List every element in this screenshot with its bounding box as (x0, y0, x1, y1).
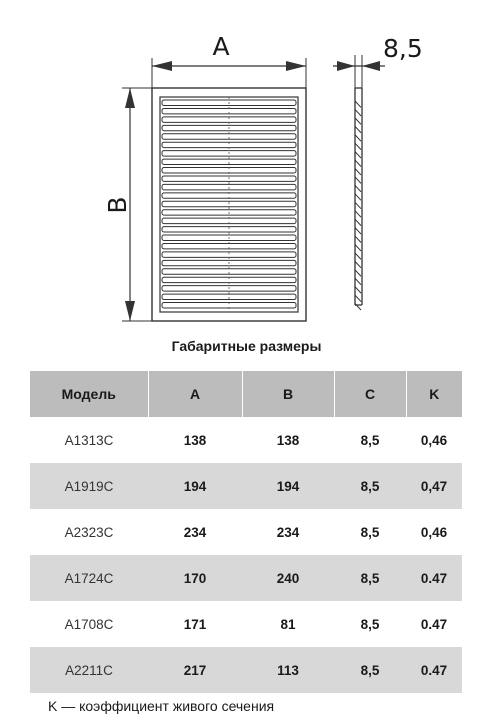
profile-louver-edge (355, 287, 361, 293)
profile-louver-edge (355, 236, 361, 242)
profile-louver-edge (355, 101, 361, 107)
profile-louver-edge (355, 211, 361, 217)
profile-louver-edge (355, 219, 361, 225)
cell-c: 8,5 (360, 524, 380, 540)
cell-c: 8,5 (334, 647, 406, 693)
cell-b: 240 (242, 555, 334, 601)
cell-k: 0,46 (420, 524, 448, 540)
cell-a: 194 (148, 463, 242, 509)
table-row (30, 509, 462, 555)
profile-louver-edge (355, 194, 361, 200)
profile-louver-edge (355, 185, 361, 191)
profile-louver-edge (355, 278, 361, 284)
table-row (30, 463, 462, 509)
profile-louver-edge (355, 143, 361, 149)
dimensions-table (30, 371, 462, 693)
grille-side-profile (355, 88, 362, 310)
cell-b: 138 (276, 432, 300, 448)
footnote-k-definition: K — коэффициент живого сечения (48, 698, 275, 714)
cell-a: 234 (183, 524, 207, 540)
cell-a: 171 (183, 616, 207, 632)
header-c: C (334, 371, 406, 417)
dimension-b-label: B (103, 196, 132, 214)
cell-model: A1313C (64, 432, 114, 448)
cell-model: A1708C (64, 616, 114, 632)
profile-louver-edge (355, 160, 361, 166)
profile-louver-edge (355, 109, 361, 115)
table-row (30, 647, 462, 693)
cell-c: 8,5 (360, 616, 380, 632)
table-row (30, 555, 462, 601)
table-header-row (30, 371, 462, 417)
profile-louver-edge (355, 270, 361, 276)
cell-a: 138 (183, 432, 207, 448)
header-model: Модель (30, 371, 148, 417)
cell-b: 234 (276, 524, 300, 540)
profile-louver-edge (355, 118, 361, 124)
cell-k: 0,46 (420, 432, 448, 448)
cell-model: A2211C (30, 647, 148, 693)
cell-a: 170 (148, 555, 242, 601)
cell-model: A1919C (30, 463, 148, 509)
profile-louver-edge (355, 253, 361, 259)
header-b: B (242, 371, 334, 417)
cell-k: 0,47 (406, 463, 462, 509)
grille-dimension-drawing (0, 0, 493, 335)
cell-b: 113 (242, 647, 334, 693)
table-row (30, 601, 462, 647)
drawing-caption: Габаритные размеры (171, 338, 322, 354)
cell-k: 0.47 (406, 555, 462, 601)
dimension-c (333, 34, 423, 88)
cell-model: A2323C (64, 524, 114, 540)
cell-c: 8,5 (334, 555, 406, 601)
dimension-b (103, 88, 152, 321)
profile-louver-edge (355, 177, 361, 183)
cell-c: 8,5 (360, 432, 380, 448)
profile-louver-edge (355, 244, 361, 250)
profile-louver-edge (355, 135, 361, 141)
cell-k: 0.47 (406, 647, 462, 693)
header-k: K (406, 371, 462, 417)
profile-louver-edge (355, 202, 361, 208)
cell-c: 8,5 (334, 463, 406, 509)
cell-b: 81 (280, 616, 296, 632)
profile-louver-edge (355, 295, 361, 301)
profile-louver-edge (355, 261, 361, 267)
profile-louver-edge (355, 152, 361, 158)
cell-k: 0.47 (420, 616, 448, 632)
dimension-a-label: A (212, 32, 230, 61)
cell-b: 194 (242, 463, 334, 509)
profile-louver-edge (355, 169, 361, 175)
header-a: A (148, 371, 242, 417)
dimension-a (152, 32, 306, 88)
profile-louver-edge (355, 126, 361, 132)
cell-model: A1724C (30, 555, 148, 601)
table-row (30, 417, 462, 463)
cell-a: 217 (148, 647, 242, 693)
dimension-c-label: 8,5 (383, 34, 423, 63)
profile-louver-edge (355, 228, 361, 234)
